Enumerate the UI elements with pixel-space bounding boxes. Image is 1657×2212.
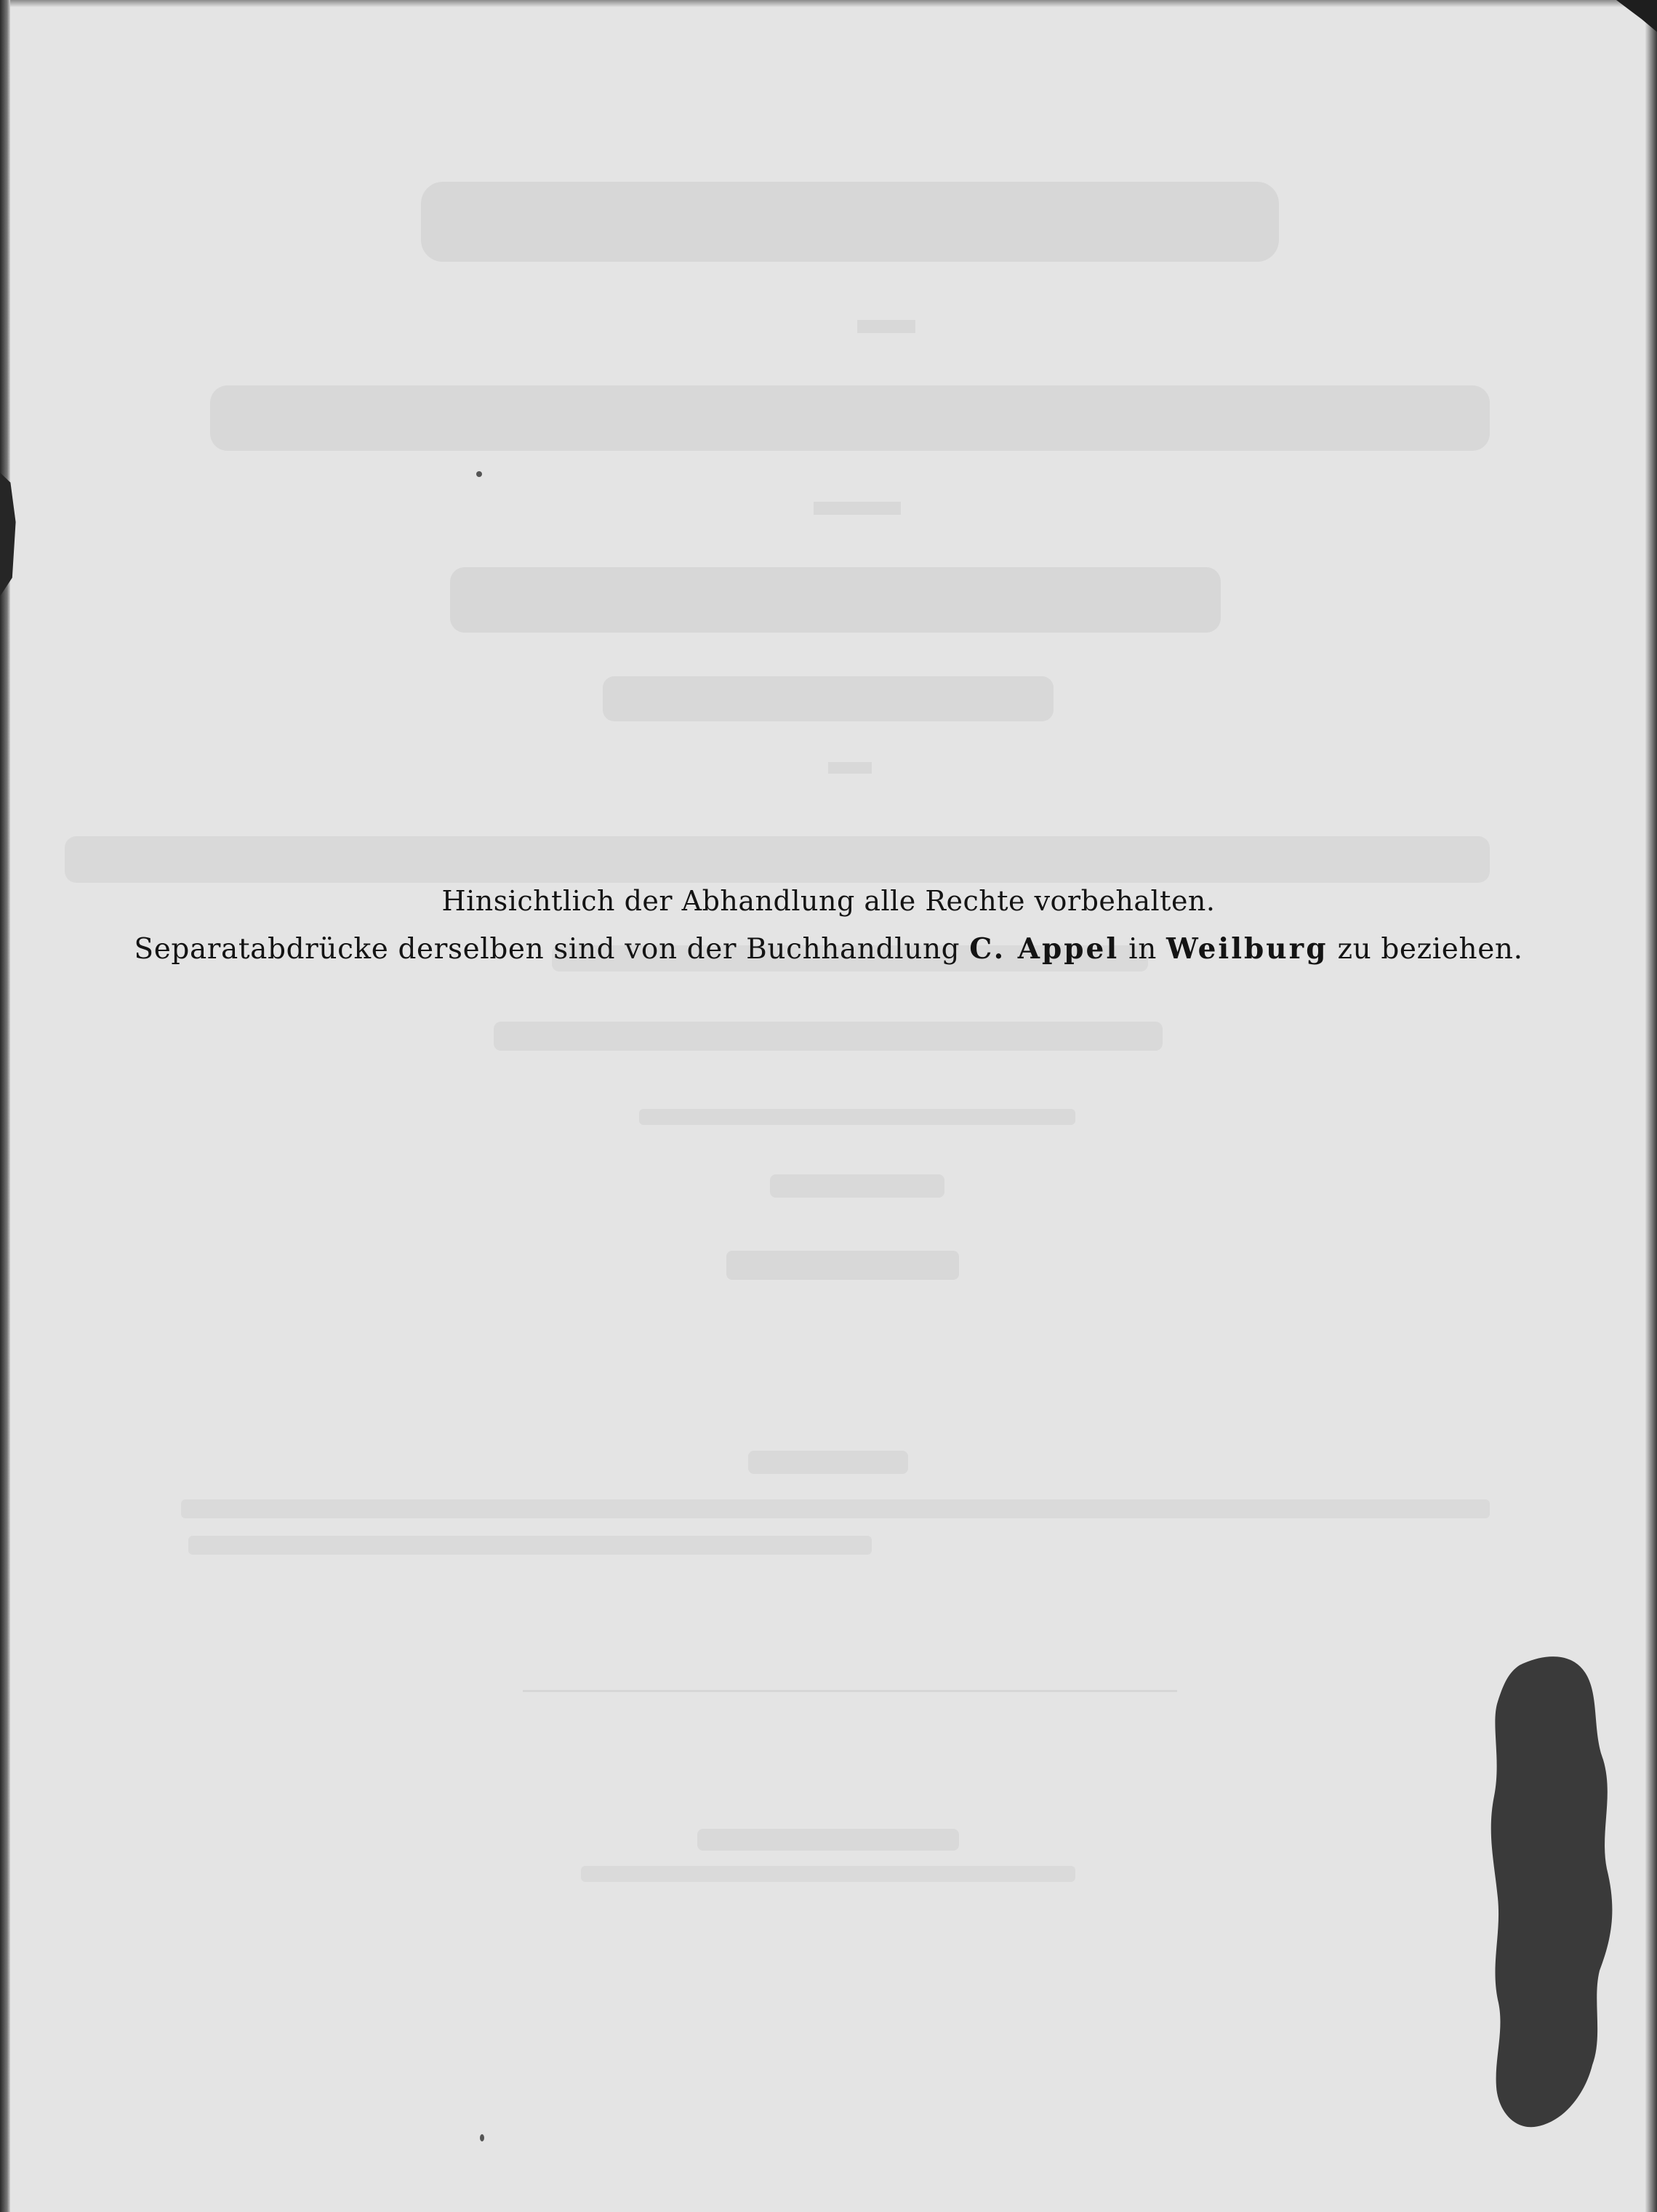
city-name: Weilburg	[1165, 932, 1328, 966]
offprint-text-2: in	[1119, 933, 1166, 966]
paper-damage-stain	[1476, 1651, 1621, 2131]
offprint-text-3: zu beziehen.	[1328, 933, 1523, 966]
offprint-notice	[0, 932, 1657, 966]
publisher-name: C. Appel	[969, 932, 1120, 966]
rights-reserved-notice: Hinsichtlich der Abhandlung alle Rechte vorbehalten.	[441, 885, 1216, 917]
ink-speck	[476, 471, 482, 477]
ink-speck	[480, 2134, 484, 2141]
offprint-text-1: Separatabdrücke derselben sind von der Buchhandlung	[134, 933, 970, 966]
